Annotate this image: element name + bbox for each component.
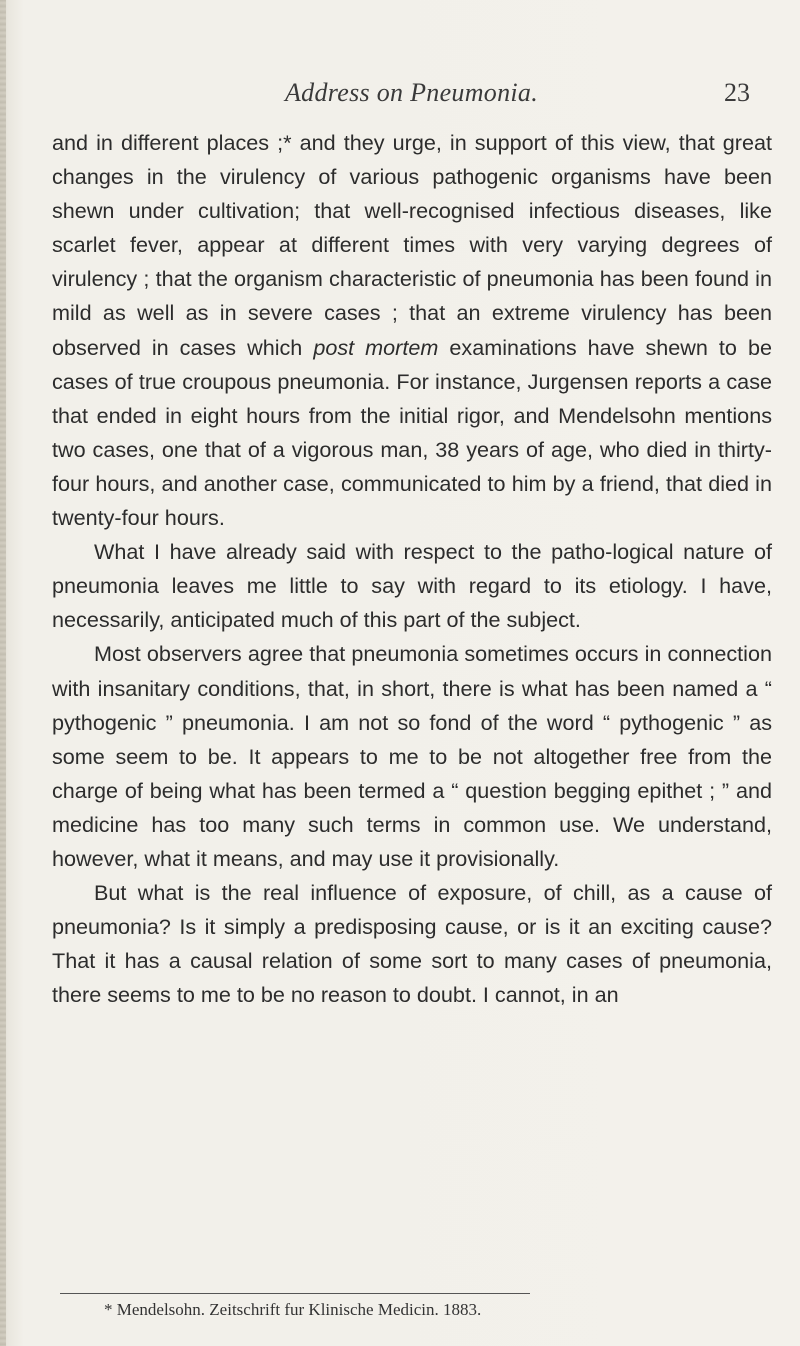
paragraph-1-text-after: examinations have shewn to be cases of true croupous pneumonia. For instance, Jurgensen reports a case that ended in eight hours from the initial rigor, and Mendelsohn mentions two cases, one that of a vigorous man, 38 years of age, who died in thirty-four hours, and another case, communicated to him by a friend, that died in twenty-four hours. — [52, 334, 772, 531]
body-text — [52, 126, 772, 1012]
paragraph-4: But what is the real influence of exposure, of chill, as a cause of pneumonia? Is it simply a predisposing cause, or is it an exciting cause? That it has a causal relation of some sort to many cases of pneumonia, there seems to me to be no reason to doubt. I cannot, in an — [52, 880, 772, 1008]
footnote-rule — [60, 1293, 530, 1294]
paragraph-2: What I have already said with respect to the patho-logical nature of pneumonia leaves me little to say with regard to its etiology. I have, necessarily, anticipated much of this part of the subject. — [52, 539, 772, 633]
paragraph-1 — [52, 126, 772, 535]
page-number: 23 — [724, 78, 750, 107]
paragraph-1-text-before: and in different places ;* and they urge, in support of this view, that great changes in the virulency of various pathogenic organisms have been shewn under cultivation; that well-recognised infectious diseases, like scarlet fever, appear at different times with very varying degrees of virulency ; that the organism characteristic of pneumonia has been found in mild as well as in severe cases ; that an extreme virulency has been observed in cases which — [52, 130, 772, 360]
paragraph-3: Most observers agree that pneumonia sometimes occurs in connection with insanitary conditions, that, in short, there is what has been named a “ pythogenic ” pneumonia. I am not so fond of the word “ pythogenic ” as some seem to be. It appears to me to be not altogether free from the charge of being what has been termed a “ question begging epithet ; ” and medicine has too many such terms in common use. We understand, however, what it means, and may use it provisionally. — [52, 641, 772, 871]
page-header — [0, 78, 800, 118]
footnote: * Mendelsohn. Zeitschrift fur Klinische Medicin. 1883. — [104, 1300, 482, 1319]
page-binding-edge — [0, 0, 6, 1346]
running-title: Address on Pneumonia. — [285, 78, 539, 107]
italic-phrase-post-mortem: post mortem — [313, 334, 439, 360]
